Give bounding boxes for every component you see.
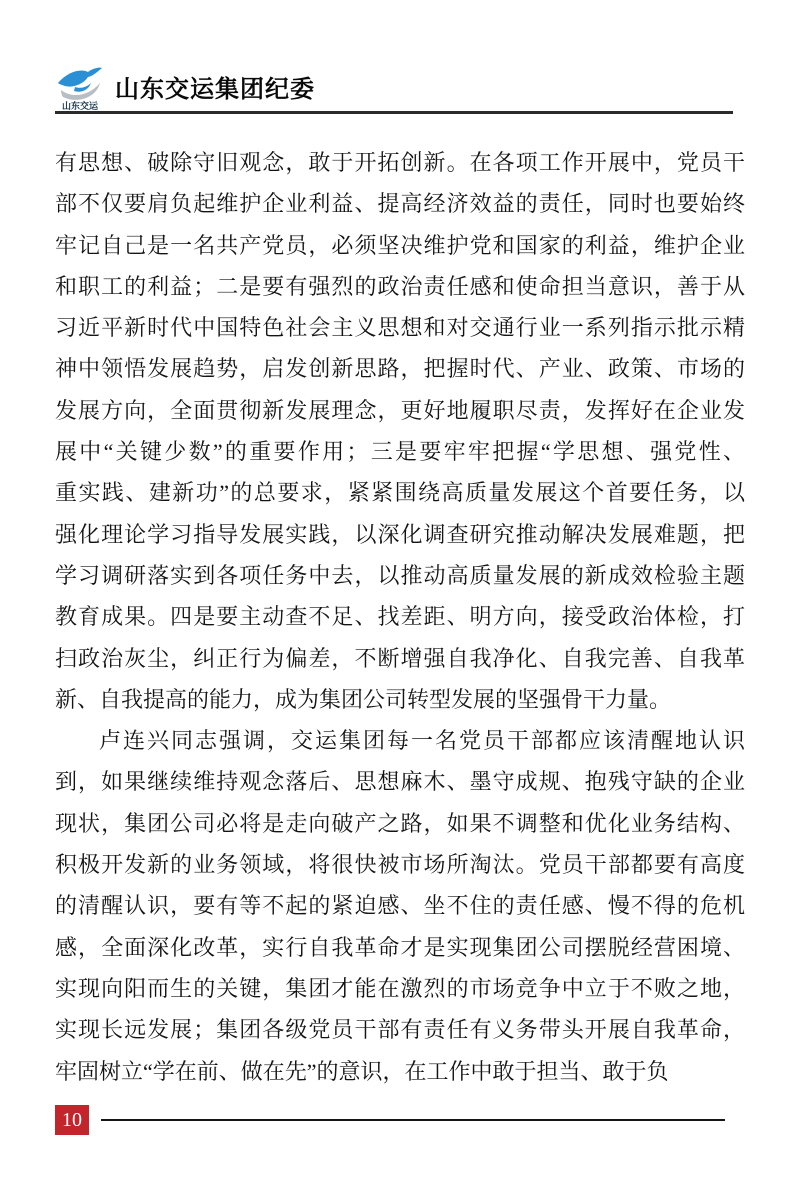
text-line: 习近平新时代中国特色社会主义思想和对交通行业一系列指示批示精 — [55, 315, 745, 341]
company-logo-icon — [55, 60, 105, 112]
text-line: 牢固树立“学在前、做在先”的意识，在工作中敢于担当、敢于负 — [55, 1058, 669, 1084]
text-line: 发展方向，全面贯彻新发展理念，更好地履职尽责，发挥好在企业发 — [55, 397, 745, 423]
footer-divider — [101, 1119, 725, 1122]
text-line: 神中领悟发展趋势，启发创新思路，把握时代、产业、政策、市场的 — [55, 356, 745, 382]
text-line: 扫政治灰尘，纠正行为偏差，不断增强自我净化、自我完善、自我革 — [55, 645, 745, 671]
logo-caption: 山东交运 — [61, 101, 99, 111]
text-line: 感，全面深化改革，实行自我革命才是实现集团公司摆脱经营困境、 — [55, 934, 745, 960]
text-line: 重实践、建新功”的总要求，紧紧围绕高质量发展这个首要任务，以 — [55, 480, 745, 506]
text-line: 有思想、破除守旧观念，敢于开拓创新。在各项工作开展中，党员干 — [55, 150, 745, 175]
text-line: 新、自我提高的能力，成为集团公司转型发展的坚强骨干力量。 — [55, 686, 672, 712]
text-line: 卢连兴同志强调，交运集团每一名党员干部都应该清醒地认识 — [99, 728, 745, 754]
page-number-badge: 10 — [55, 1105, 89, 1135]
page-header — [55, 60, 735, 112]
text-line: 实现长远发展；集团各级党员干部有责任有义务带头开展自我革命， — [55, 1017, 745, 1043]
page-footer — [55, 1104, 745, 1136]
text-line: 积极开发新的业务领域，将很快被市场所淘汰。党员干部都要有高度 — [55, 852, 745, 878]
text-line: 到，如果继续维持观念落后、思想麻木、墨守成规、抱残守缺的企业 — [55, 769, 745, 795]
text-line: 展中“关键少数”的重要作用；三是要牢牢把握“学思想、强党性、 — [55, 439, 745, 465]
header-divider — [55, 111, 733, 114]
document-body — [55, 142, 745, 1092]
text-line: 强化理论学习指导发展实践，以深化调查研究推动解决发展难题，把 — [55, 521, 745, 547]
org-title: 山东交运集团纪委 — [115, 75, 315, 103]
text-line: 教育成果。四是要主动查不足、找差距、明方向，接受政治体检，打 — [55, 604, 745, 630]
text-line: 现状，集团公司必将是走向破产之路，如果不调整和优化业务结构、 — [55, 810, 745, 836]
text-line: 学习调研落实到各项任务中去，以推动高质量发展的新成效检验主题 — [55, 562, 745, 588]
text-line: 实现向阳而生的关键，集团才能在激烈的市场竞争中立于不败之地， — [55, 975, 745, 1001]
text-line: 的清醒认识，要有等不起的紧迫感、坐不住的责任感、慢不得的危机 — [55, 893, 745, 919]
text-line: 部不仅要肩负起维护企业利益、提高经济效益的责任，同时也要始终 — [55, 191, 745, 217]
text-line: 牢记自己是一名共产党员，必须坚决维护党和国家的利益，维护企业 — [55, 232, 745, 258]
text-line: 和职工的利益；二是要有强烈的政治责任感和使命担当意识，善于从 — [55, 273, 745, 299]
